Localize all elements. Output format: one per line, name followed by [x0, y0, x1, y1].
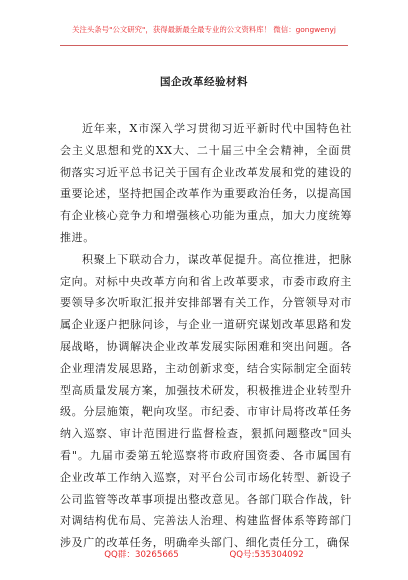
header-banner: 关注头条号"公文研究"，获得最新最全最专业的公文资料库！ 微信：gongwenyj [72, 25, 336, 34]
footer-qq-group: QQ群：30265665 [104, 550, 179, 560]
header-divider [60, 45, 348, 46]
paragraph: 积聚上下联动合力，谋改革促提升。高位推进，把脉定向。对标中央改革方向和省上改革要求，市委市政府主要领导多次听取汇报并安排部署有关工作，分管领导对市属企业逐户把脉问诊，与企业一道研究谋划改革思路和发展战略，协调解决企业改革发展实际困难和突出问题。各企业理清发展思路，主动创新求变，结合实际制定全面转型高质量发展方案，加强技术研发，积极推进企业转型升级。分层施策，靶向攻坚。市纪委、市审计局将改革任务纳入巡察、审计范围进行监督检查，狠抓问题整改"回头看"。九届市委第五轮巡察将市政府国资委、各市属国有企业改革工作纳入巡察，对平台公司市场化转型、新设子公司监管等改革事项提出整改意见。各部门联合作战，针对调结构优布局、完善法人治理、构建监督体系等跨部门涉及广的改革任务，明确牵头部门、细化责任分工，确保 [60, 252, 352, 550]
footer-qq-number: QQ号:535304092 [229, 550, 304, 560]
document-title: 国企改革经验材料 [160, 76, 248, 88]
footer [0, 548, 408, 560]
document-body [60, 118, 352, 554]
paragraph: 近年来，X市深入学习贯彻习近平新时代中国特色社会主义思想和党的XX大、二十届三中全会精神，全面贯彻落实习近平总书记关于国有企业改革发展和党的建设的重要论述，坚持把国企改革作为重要政治任务，以提高国有企业核心竞争力和增强核心功能为重点，加大力度统筹推进。 [60, 122, 352, 244]
